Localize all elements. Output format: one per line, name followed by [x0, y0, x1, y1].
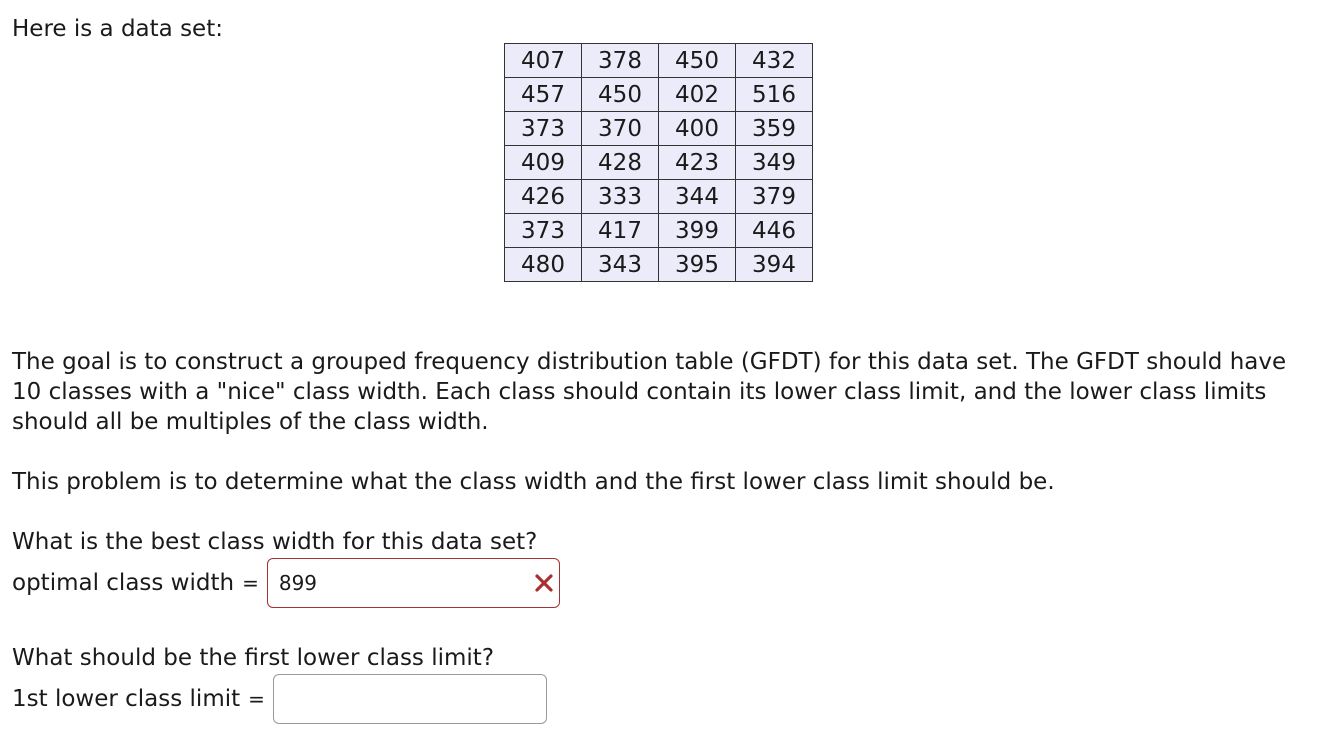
problem-paragraph: This problem is to determine what the class width and the first lower class limit should be.: [12, 469, 1055, 495]
table-cell: 400: [659, 112, 736, 146]
table-cell: 432: [736, 44, 813, 78]
table-cell: 516: [736, 78, 813, 112]
class-width-value: 899: [278, 571, 318, 595]
class-width-label: optimal class width: [12, 570, 235, 596]
table-cell: 373: [505, 214, 582, 248]
table-cell: 399: [659, 214, 736, 248]
table-cell: 370: [582, 112, 659, 146]
table-cell: 395: [659, 248, 736, 282]
table-cell: 480: [505, 248, 582, 282]
table-cell: 426: [505, 180, 582, 214]
class-width-answer-row: [12, 558, 560, 608]
table-cell: 343: [582, 248, 659, 282]
table-row: [505, 146, 813, 180]
question-lower-limit: What should be the first lower class limit?: [12, 645, 495, 671]
table-cell: 428: [582, 146, 659, 180]
table-row: [505, 180, 813, 214]
data-table: [504, 43, 813, 282]
lower-limit-label: 1st lower class limit: [12, 686, 241, 712]
lower-limit-input[interactable]: [273, 674, 547, 724]
table-row: [505, 44, 813, 78]
table-row: [505, 78, 813, 112]
goal-paragraph: The goal is to construct a grouped frequency distribution table (GFDT) for this data set. The GFDT should have 10 classes with a "nice" class width. Each class should contain its lower class limit, and the lower class limits should all be multiples of the class width.: [12, 349, 1287, 435]
table-cell: 373: [505, 112, 582, 146]
table-cell: 457: [505, 78, 582, 112]
table-cell: 359: [736, 112, 813, 146]
table-cell: 378: [582, 44, 659, 78]
table-cell: 423: [659, 146, 736, 180]
table-cell: 450: [582, 78, 659, 112]
table-cell: 333: [582, 180, 659, 214]
table-cell: 409: [505, 146, 582, 180]
lower-limit-answer-row: [12, 674, 547, 724]
table-cell: 394: [736, 248, 813, 282]
table-cell: 446: [736, 214, 813, 248]
table-row: [505, 214, 813, 248]
table-cell: 379: [736, 180, 813, 214]
table-cell: 344: [659, 180, 736, 214]
table-cell: 417: [582, 214, 659, 248]
table-cell: 450: [659, 44, 736, 78]
table-row: [505, 112, 813, 146]
incorrect-x-icon: [533, 572, 555, 594]
table-cell: 407: [505, 44, 582, 78]
table-row: [505, 248, 813, 282]
intro-text: Here is a data set:: [12, 16, 223, 42]
table-cell: 402: [659, 78, 736, 112]
equals-sign: =: [248, 687, 265, 711]
equals-sign: =: [242, 571, 259, 595]
class-width-input[interactable]: [267, 558, 560, 608]
question-class-width: What is the best class width for this data set?: [12, 529, 538, 555]
table-cell: 349: [736, 146, 813, 180]
